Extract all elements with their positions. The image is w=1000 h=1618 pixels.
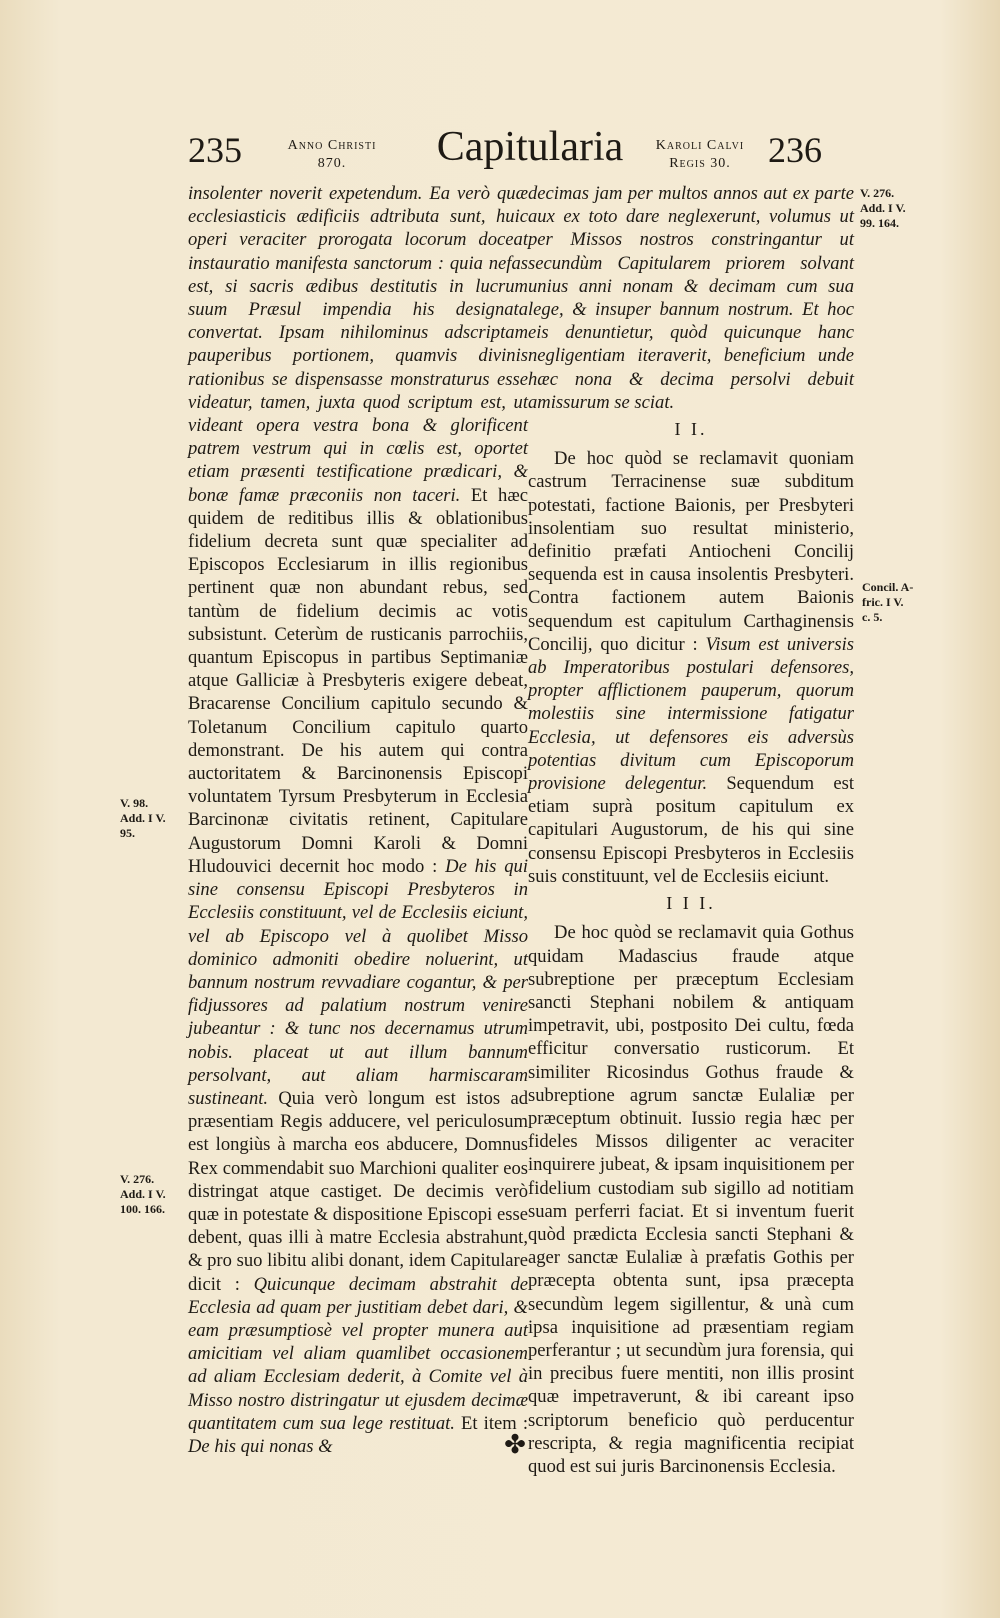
running-head-right-line1: Karoli Calvi [655, 138, 745, 153]
running-head-right-line2: Regis 30. [669, 155, 731, 171]
right-s2-roman2: Sequendum est etiam suprà positum capitulum ex capitulari Augustorum, de his qui sine consensu Episcopi Presbyteros in Ecclesiis suis constituunt, vel de Ecclesiis eiciunt. [528, 773, 854, 887]
section-heading-3: I I I. [666, 893, 716, 914]
margin-note-right-2-line2: fric. I V. [862, 595, 904, 609]
section-heading-2: I I. [674, 419, 708, 440]
margin-note-right-2 [862, 580, 913, 625]
margin-note-right-1-line3: 99. 164. [860, 216, 899, 230]
margin-note-right-1-line1: V. 276. [860, 186, 895, 200]
margin-note-left-2-line3: 100. 166. [120, 1202, 165, 1216]
running-head-left-line1: Anno Christi [287, 138, 377, 153]
right-s2-italic: Visum est universis ab Imperatoribus postulari defensores, propter afflictionem pauperum, quorum molestiis sine intermissione fatigatur Ecclesia, ut defensores eis adversùs potentias divitum cum Episcoporum provisione delegentur. [528, 633, 854, 795]
left-p1-roman: Et hæc quidem de reditibus illis & oblationibus fidelium decreta sunt quæ specialiter ad Episcopos Ecclesiarum in illis regionibus pertinent quæ non abundant rebus, sed tantùm de fidelium decimis ac votis subsistunt. Ceterùm de rusticanis parrochiis, quantum Episcopus in partibus Septimaniæ atque Galliciæ à Presbyteris exigere debeat, Bracarense Concilium capitulo secundo & Toletanum Concilium capitulo quarto demonstrant. De his autem qui contra auctoritatem & Barcinonensis Episcopi voluntatem Tyrsum Presbyterum in Ecclesia Barcinonæ civitatis retinent, Capitulare Augustorum Domni Karoli & Domni Hludouvici decernit hoc modo : [188, 484, 528, 877]
running-head-left [262, 137, 402, 172]
running-title: Capitularia [436, 124, 624, 170]
margin-note-right-2-line3: c. 5. [862, 610, 883, 624]
running-head-right [640, 137, 760, 172]
running-head-left-line2: 870. [317, 155, 347, 171]
left-p2-roman: Quia verò longum est istos ad præsentiam Regis adducere, vel periculosum est longiùs à marcha eos abducere, Domnus Rex commendabit suo Marchioni qualiter eos distringat atque castiget. De decimis verò quæ in potestate & dispositione Episcopi esse debent, quas illi à matre Ecclesia abstrahunt, & pro suo libitu alibi donant, idem Capitulare dicit : [188, 1087, 528, 1295]
margin-note-right-1 [860, 186, 906, 231]
margin-note-left-1-line2: Add. I V. [120, 811, 166, 825]
left-column [188, 182, 528, 1458]
right-s2-text [528, 447, 854, 888]
right-s2-roman: De hoc quòd se reclamavit quoniam castrum Terracinense suæ subditum potestati, factione Baionis, per Presbyteri insolentiam suo resultat ministerio, definitio præfati Antiocheni Concilij sequenda est in causa insolentis Presbyteri. Contra factionem autem Baionis sequendum est capitulum Carthaginensis Concilij, quo dicitur : [528, 448, 854, 655]
margin-note-right-2-line1: Concil. A- [862, 580, 914, 594]
right-p0-italic: decimas jam per multos annos aut ex parte aux ex toto dare neglexerunt, volumus ut per Missos nostros constringantur ut secundùm Capitularem priorem solvant unius anni nonam & decimam cum sua lege, & insuper bannum nostrum. Et hoc eis denuntietur, quòd quicunque hanc negligentiam iteraverit, beneficium unde hæc nona & decima persolvi debuit amissurum se sciat. [528, 183, 854, 413]
right-paragraph-0 [528, 182, 854, 414]
left-p3-roman: Et item : [454, 1412, 528, 1434]
margin-note-right-1-line2: Add. I V. [860, 201, 906, 215]
fleuron-ornament-icon: ✤ [504, 1430, 526, 1460]
page-number-right: 236 [768, 130, 822, 170]
left-paragraph-1 [188, 182, 528, 1458]
margin-note-left-1 [120, 796, 166, 841]
right-s3-roman: De hoc quòd se reclamavit quia Gothus quidam Madascius fraude atque subreptione per præceptum Ecclesiam sancti Stephani nobilem & antiquam impetravit, ubi, postposito Dei cultu, fœda efficitur conversatio rusticorum. Et similiter Ricosindus Gothus fraude & subreptione agrum sanctæ Eulaliæ per præceptum obtinuit. Iussio regia hæc per fideles Missos diligenter ac veraciter inquirere jubeat, & ipsam inquisitionem per fidelium custodiam sub sigillo ad notitiam suam perferri faciat. Et si inventum fuerit quòd prædicta Ecclesia sancti Stephani & ager sanctæ Eulaliæ à præfatis Gothis per præcepta obtenta sunt, ipsa præcepta secundùm legem sigillentur, & unà cum ipsa inquisitione ad præsentiam regiam perferantur ; ut secundùm jura forensia, qui in precibus fuere mentiti, non illis prosint quæ impetraverunt, & ibi careant ipso scriptorum beneficio quò perducentur rescripta, & regia magnificentia recipiat quod est sui juris Barcinonensis Ecclesia. [528, 922, 854, 1477]
right-column [528, 182, 854, 1478]
margin-note-left-2-line2: Add. I V. [120, 1187, 166, 1201]
margin-note-left-2 [120, 1172, 166, 1217]
margin-note-left-2-line1: V. 276. [120, 1172, 155, 1186]
page-number-left: 235 [188, 130, 242, 170]
left-p2-italic: De his qui sine consensu Episcopi Presbyteros in Ecclesiis constituunt, vel de Ecclesiis eiciunt, vel ab Episcopo vel à quolibet Misso dominico admoniti obedire noluerint, ut bannum nostrum revvadiare cogantur, & per fidjussores ad palatium nostrum venire jubeantur : & tunc nos decernamus utrum nobis. placeat ut aut illum bannum persolvant, aut aliam harmiscaram sustineant. [188, 855, 528, 1109]
left-p3-tail-italic: De his qui nonas & [188, 1435, 333, 1457]
margin-note-left-1-line3: 95. [120, 826, 135, 840]
left-p1-italic: insolenter noverit expetendum. Ea verò quæ ecclesiasticis ædificiis adtributa sunt, huic operi veraciter prorogata locorum doceat instauratio manifesta sanctorum : quia nefas est, si sacris ædibus destitutis in lucrum suum Præsul impendia his designata convertat. Ipsam nihilominus adscriptam pauperibus portionem, quamvis divinis rationibus se dispensasse monstraturus esse videatur, tamen, juxta quod scriptum est, ut videant opera vestra bona & glorificent patrem vestrum qui in cœlis est, oportet etiam præsenti testificatione prædicari, & bonæ famæ præconiis non taceri. [188, 183, 528, 506]
right-section-2 [528, 447, 854, 888]
left-p3-italic: Quicunque decimam abstrahit de Ecclesia ad quam per justitiam debet dari, & eam præsumptiosè vel propter munera aut amicitiam vel aliam quamlibet occasionem ad aliam Ecclesiam dederit, à Comite vel à Misso nostro distringatur ut ejusdem decimæ quantitatem cum sua lege restituat. [188, 1273, 528, 1434]
margin-note-left-1-line1: V. 98. [120, 796, 149, 810]
right-section-3 [528, 921, 854, 1478]
